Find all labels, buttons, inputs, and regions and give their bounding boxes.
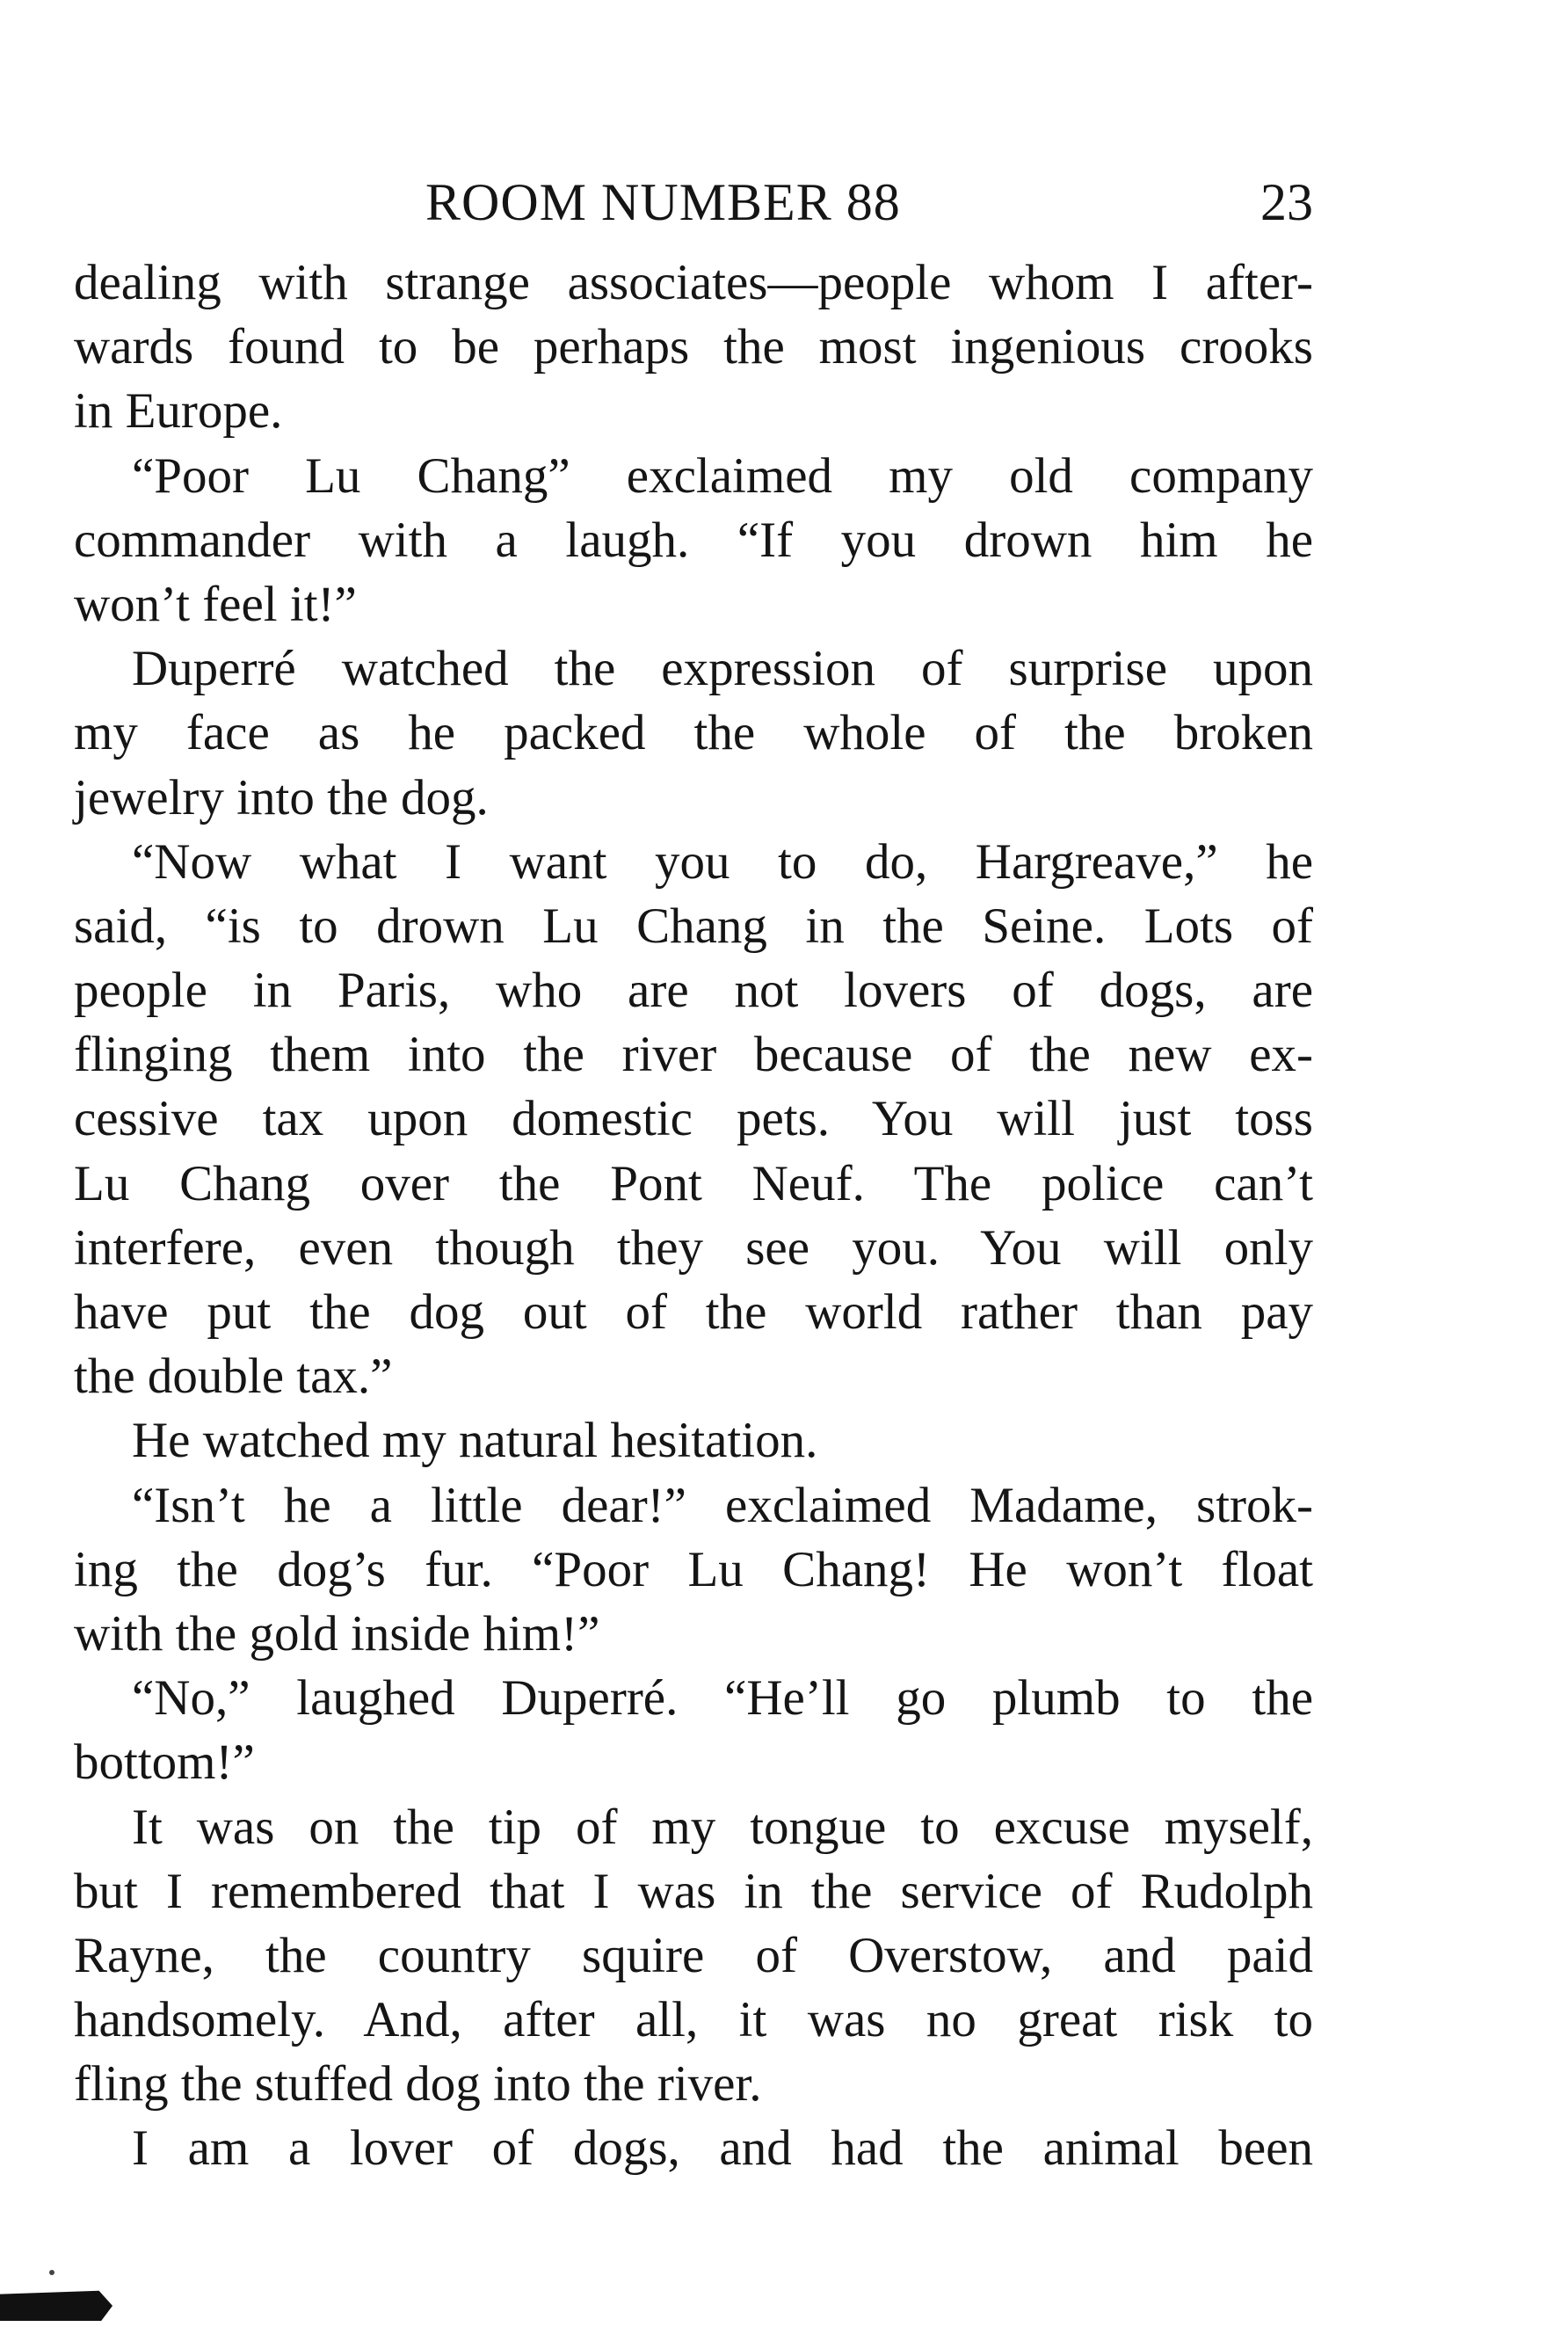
scan-artifact-mark (0, 2287, 113, 2321)
text-line: He watched my natural hesitation. (132, 1413, 818, 1469)
text-line: It was on the tip of my tongue to excuse myself, (132, 1799, 1313, 1855)
text-line: “Poor Lu Chang” exclaimed my old company (132, 447, 1313, 504)
text-line: people in Paris, who are not lovers of dogs, are (74, 963, 1313, 1019)
text-line: “Now what I want you to do, Hargreave,” he (132, 833, 1313, 890)
text-line: in Europe. (74, 383, 283, 440)
text-line: dealing with strange associates—people whom I after- (74, 255, 1313, 310)
text-line: “No,” laughed Duperré. “He’ll go plumb to the (132, 1670, 1313, 1727)
text-line: bottom!” (74, 1734, 255, 1791)
text-line: ing the dog’s fur. “Poor Lu Chang! He won’t float (74, 1541, 1313, 1597)
page-number: 23 (1260, 173, 1313, 231)
scan-speck (49, 2270, 54, 2275)
text-line: fling the stuffed dog into the river. (74, 2056, 762, 2112)
text-line: my face as he packed the whole of the broken (74, 705, 1313, 761)
text-line: with the gold inside him!” (74, 1605, 600, 1662)
text-line: Lu Chang over the Pont Neuf. The police can’t (74, 1155, 1313, 1211)
text-line: cessive tax upon domestic pets. You will just toss (74, 1091, 1313, 1147)
text-line: I am a lover of dogs, and had the animal been (132, 2120, 1313, 2177)
text-line: commander with a laugh. “If you drown him he (74, 512, 1313, 568)
page-header (74, 167, 1313, 237)
text-line: jewelry into the dog. (74, 769, 489, 825)
text-line: “Isn’t he a little dear!” exclaimed Madame, strok- (132, 1477, 1313, 1533)
text-line: but I remembered that I was in the service of Rudolph (74, 1863, 1313, 1919)
text-line: flinging them into the river because of the new ex- (74, 1027, 1313, 1083)
text-line: handsomely. And, after all, it was no great risk to (74, 1992, 1313, 2048)
text-line: said, “is to drown Lu Chang in the Seine. Lots of (74, 898, 1313, 954)
text-line: have put the dog out of the world rather than pay (74, 1284, 1313, 1340)
text-line: Duperré watched the expression of surprise upon (132, 641, 1313, 697)
running-title: ROOM NUMBER 88 (425, 173, 901, 231)
text-line: the double tax.” (74, 1349, 393, 1405)
text-line: won’t feel it!” (74, 576, 357, 632)
text-line: Rayne, the country squire of Overstow, and paid (74, 1927, 1313, 1983)
text-line: wards found to be perhaps the most ingenious crooks (74, 319, 1313, 375)
body-text (74, 251, 1313, 2181)
text-line: interfere, even though they see you. You will only (74, 1219, 1313, 1276)
